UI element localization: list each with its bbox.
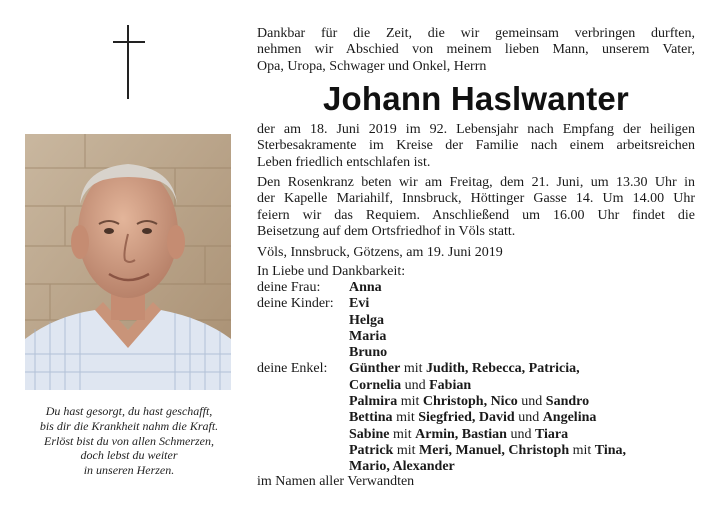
child-name: Maria bbox=[349, 328, 387, 344]
wife-row bbox=[257, 280, 697, 296]
grandchildren-line bbox=[349, 361, 580, 377]
grandchildren-line bbox=[349, 443, 626, 459]
grandchild-name: Judith, Rebecca, Patricia, bbox=[426, 361, 580, 377]
child-name: Evi bbox=[349, 296, 370, 312]
connector-text: mit bbox=[397, 394, 423, 410]
portrait-photo bbox=[25, 134, 231, 390]
grandchild-name: Angelina bbox=[542, 410, 597, 426]
survivors-list bbox=[257, 280, 697, 476]
connector-text: mit bbox=[393, 442, 419, 458]
children-row bbox=[257, 313, 697, 329]
connector-text: und bbox=[401, 377, 430, 393]
grandchild-name: Mario, Alexander bbox=[349, 459, 455, 475]
connector-text: mit bbox=[392, 410, 419, 426]
grandchild-name: Bettina bbox=[349, 410, 393, 426]
intro-line: nehmen wir Abschied von meinem lieben Mann, unserem Vater, bbox=[257, 42, 695, 58]
children-row bbox=[257, 329, 697, 345]
latin-cross-icon bbox=[113, 25, 145, 99]
service-line: Beisetzung auf dem Ortsfriedhof in Völs statt. bbox=[257, 223, 516, 239]
connector-text: mit bbox=[569, 442, 595, 458]
grandchild-name: Meri, Manuel, Christoph bbox=[419, 442, 570, 458]
death-info-paragraph bbox=[257, 122, 695, 171]
connector-text: und bbox=[514, 410, 543, 426]
connector-text: mit bbox=[400, 361, 427, 377]
grandchild-name: Fabian bbox=[429, 377, 472, 393]
wife-label: deine Frau: bbox=[257, 280, 321, 295]
grandchild-name: Siegfried, David bbox=[418, 410, 515, 426]
grandchildren-label: deine Enkel: bbox=[257, 361, 328, 377]
grandchild-name: Günther bbox=[349, 361, 401, 377]
connector-text: und bbox=[517, 394, 546, 410]
connector-text: und bbox=[506, 426, 535, 442]
service-line: Den Rosenkranz beten wir am Freitag, dem 21. Juni, um 13.30 Uhr in bbox=[257, 175, 695, 190]
grandchild-name: Sabine bbox=[349, 426, 390, 442]
intro-line: Opa, Uropa, Schwager und Onkel, Herrn bbox=[257, 58, 487, 74]
grandchild-name: Palmira bbox=[349, 394, 398, 410]
grandchildren-row bbox=[257, 361, 697, 377]
service-line: der Kapelle Mariahilf, Innsbruck, Höttinger Gasse 14. Um 14.00 Uhr bbox=[257, 191, 695, 207]
death-info-line: der am 18. Juni 2019 im 92. Lebensjahr nach Empfang der heiligen bbox=[257, 122, 695, 137]
grandchildren-row bbox=[257, 410, 697, 426]
grandchild-name: Armin, Bastian bbox=[415, 426, 507, 442]
grandchildren-row bbox=[257, 394, 697, 410]
grandchildren-line bbox=[349, 378, 471, 394]
service-line: feiern wir das Requiem. Anschließend um 16.00 Uhr findet die bbox=[257, 207, 695, 223]
service-paragraph bbox=[257, 175, 695, 240]
deceased-name: Johann Haslwanter bbox=[323, 80, 629, 117]
grandchildren-row bbox=[257, 443, 697, 459]
death-info-line: Leben friedlich entschlafen ist. bbox=[257, 154, 431, 170]
poem-line: doch lebst du weiter bbox=[80, 448, 178, 463]
grandchild-name: Christoph, Nico bbox=[422, 394, 518, 410]
closing-line: im Namen aller Verwandten bbox=[257, 474, 415, 489]
grandchildren-line bbox=[349, 410, 596, 426]
place-date: Völs, Innsbruck, Götzens, am 19. Juni 2019 bbox=[257, 245, 503, 260]
death-info-line: Sterbesakramente im Kreise der Familie nach einem arbeitsreichen bbox=[257, 138, 695, 154]
children-row bbox=[257, 345, 697, 361]
children-label: deine Kinder: bbox=[257, 296, 334, 312]
grandchildren-line bbox=[349, 394, 589, 410]
grandchild-name: Cornelia bbox=[349, 377, 402, 393]
child-name: Bruno bbox=[349, 345, 388, 361]
grandchildren-row bbox=[257, 427, 697, 443]
child-name: Helga bbox=[349, 312, 384, 328]
children-row bbox=[257, 296, 697, 312]
grandchild-name: Tiara bbox=[534, 426, 569, 442]
connector-text: mit bbox=[389, 426, 416, 442]
grandchild-name: Sandro bbox=[545, 394, 590, 410]
intro-paragraph bbox=[257, 26, 695, 75]
poem-line: Erlöst bist du von allen Schmerzen, bbox=[44, 433, 214, 448]
poem-line: Du hast gesorgt, du hast geschafft, bbox=[45, 404, 213, 418]
wife-name: Anna bbox=[349, 280, 382, 295]
in-love-heading: In Liebe und Dankbarkeit: bbox=[257, 264, 406, 279]
grandchild-name: Patrick bbox=[349, 442, 394, 458]
memorial-poem bbox=[10, 404, 248, 478]
poem-line: bis dir die Krankheit nahm die Kraft. bbox=[39, 418, 219, 433]
poem-line: in unseren Herzen. bbox=[83, 463, 175, 478]
grandchildren-line bbox=[349, 427, 568, 443]
grandchild-name: Tina, bbox=[594, 442, 627, 458]
grandchildren-row bbox=[257, 378, 697, 394]
intro-line: Dankbar für die Zeit, die wir gemeinsam verbringen durften, bbox=[257, 26, 695, 41]
